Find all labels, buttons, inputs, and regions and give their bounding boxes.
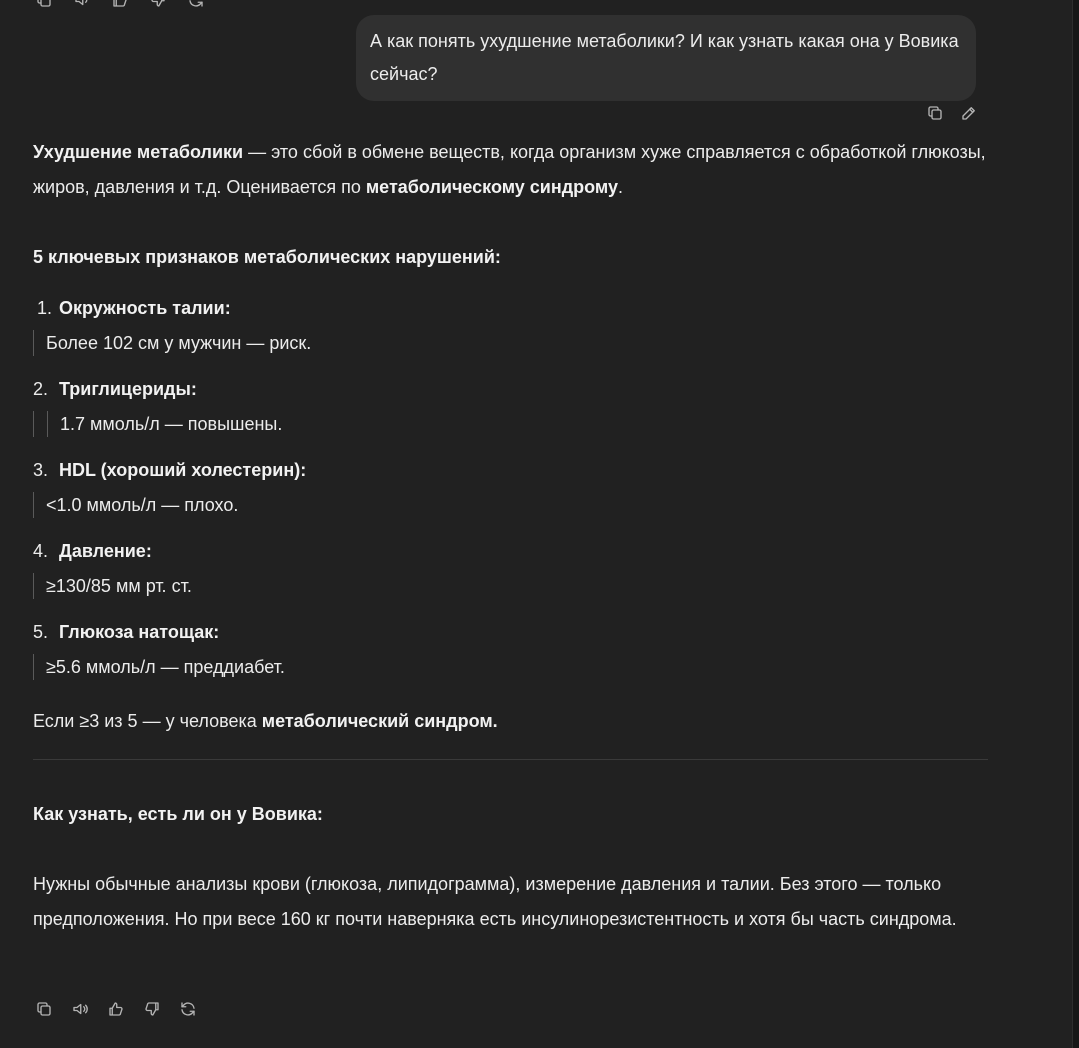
conclusion-end: .: [492, 711, 498, 731]
quote-rest: 1.0 ммоль/л — плохо.: [56, 495, 239, 515]
blockquote: [33, 326, 988, 360]
user-message-actions: [925, 103, 979, 123]
assistant-message-actions: [34, 999, 198, 1019]
vovik-paragraph: Нужны обычные анализы крови (глюкоза, липидограмма), измерение давления и талии. Без этого — только предположения. Но при весе 160 кг почти наверняка есть инсулинорезистентность и хотя бы часть синдрома.: [33, 874, 957, 929]
list-number: 2.: [33, 379, 49, 399]
copy-icon[interactable]: [925, 103, 945, 123]
quote-first-char: ≥: [46, 576, 56, 596]
quote-rest: 130/85 мм рт. ст.: [55, 576, 192, 596]
quote-rest: .7 ммоль/л — повышены.: [70, 414, 283, 434]
quote-rest: олее 102 см у мужчин — риск.: [57, 333, 312, 353]
list-item: [33, 291, 988, 360]
intro-bold-term: Ухудшение метаболики: [33, 142, 244, 162]
list-colon: :: [145, 541, 152, 561]
list-colon: :: [190, 379, 197, 399]
quote-text: [46, 488, 238, 522]
user-message-bubble: [356, 15, 976, 101]
edit-icon[interactable]: [959, 103, 979, 123]
copy-icon[interactable]: [34, 0, 54, 10]
blockquote: [33, 407, 988, 441]
section-divider: [33, 759, 988, 760]
quote-first-char: 1: [60, 414, 71, 434]
thumbs-down-icon[interactable]: [148, 0, 168, 10]
list-colon: :: [300, 460, 307, 480]
quote-text: [60, 407, 282, 441]
list-number: 5.: [33, 622, 49, 642]
intro-bold-syndrome: метаболическому синдрому: [365, 177, 619, 197]
list-item: [33, 534, 988, 603]
quote-bar: [33, 330, 34, 356]
read-aloud-icon[interactable]: [70, 999, 90, 1019]
conclusion-paragraph: [33, 704, 988, 739]
quote-bar: [33, 411, 34, 437]
quote-rest: 5.6 ммоль/л — преддиабет.: [55, 657, 285, 677]
list-title: HDL (хороший холестерин): [59, 460, 301, 480]
list-item: [33, 453, 988, 522]
blockquote: [33, 488, 988, 522]
intro-text: — это сбой в обмене веществ, когда организм хуже справляется с обработкой глюкозы, жиров, давления и т.д. Оценивается по: [33, 142, 986, 197]
list-number: 3.: [33, 460, 49, 480]
read-aloud-icon[interactable]: [72, 0, 92, 10]
thumbs-down-icon[interactable]: [142, 999, 162, 1019]
list-colon: :: [213, 622, 220, 642]
thumbs-up-icon[interactable]: [110, 0, 130, 10]
previous-message-actions: [34, 0, 206, 10]
list-title: Давление: [59, 541, 146, 561]
list-colon: :: [224, 298, 231, 318]
list-title: Окружность талии: [59, 298, 225, 318]
intro-paragraph: [33, 135, 988, 205]
user-message-text: А как понять ухудшение метаболики? И как узнать какая она у Вовика сейчас?: [370, 31, 959, 84]
quote-text: [46, 569, 192, 603]
assistant-message: [33, 135, 988, 937]
list-title: Глюкоза натощак: [59, 622, 214, 642]
signs-heading: [33, 240, 988, 275]
quote-first-char: ≥: [46, 657, 56, 677]
quote-bar-nested: [47, 411, 48, 437]
intro-end: .: [618, 177, 624, 197]
regenerate-icon[interactable]: [186, 0, 206, 10]
copy-icon[interactable]: [34, 999, 54, 1019]
quote-first-char: <: [46, 495, 57, 515]
quote-bar: [33, 654, 34, 680]
quote-bar: [33, 573, 34, 599]
window-right-edge: [1072, 0, 1079, 1048]
quote-first-char: Б: [46, 333, 58, 353]
blockquote: [33, 569, 988, 603]
vovik-heading-text: Как узнать, есть ли он у Вовика:: [33, 804, 323, 824]
list-item: [33, 615, 988, 684]
quote-text: [46, 650, 285, 684]
blockquote: [33, 650, 988, 684]
list-number: 4.: [33, 541, 49, 561]
list-item: [33, 372, 988, 441]
quote-text: [46, 326, 311, 360]
thumbs-up-icon[interactable]: [106, 999, 126, 1019]
regenerate-icon[interactable]: [178, 999, 198, 1019]
vovik-heading: [33, 797, 988, 832]
conclusion-bold: метаболический синдром: [261, 711, 493, 731]
conclusion-text: Если ≥3 из 5 — у человека: [33, 711, 262, 731]
list-title: Триглицериды: [59, 379, 191, 399]
list-number: 1.: [37, 298, 53, 318]
quote-bar: [33, 492, 34, 518]
signs-heading-text: 5 ключевых признаков метаболических нарушений:: [33, 247, 501, 267]
